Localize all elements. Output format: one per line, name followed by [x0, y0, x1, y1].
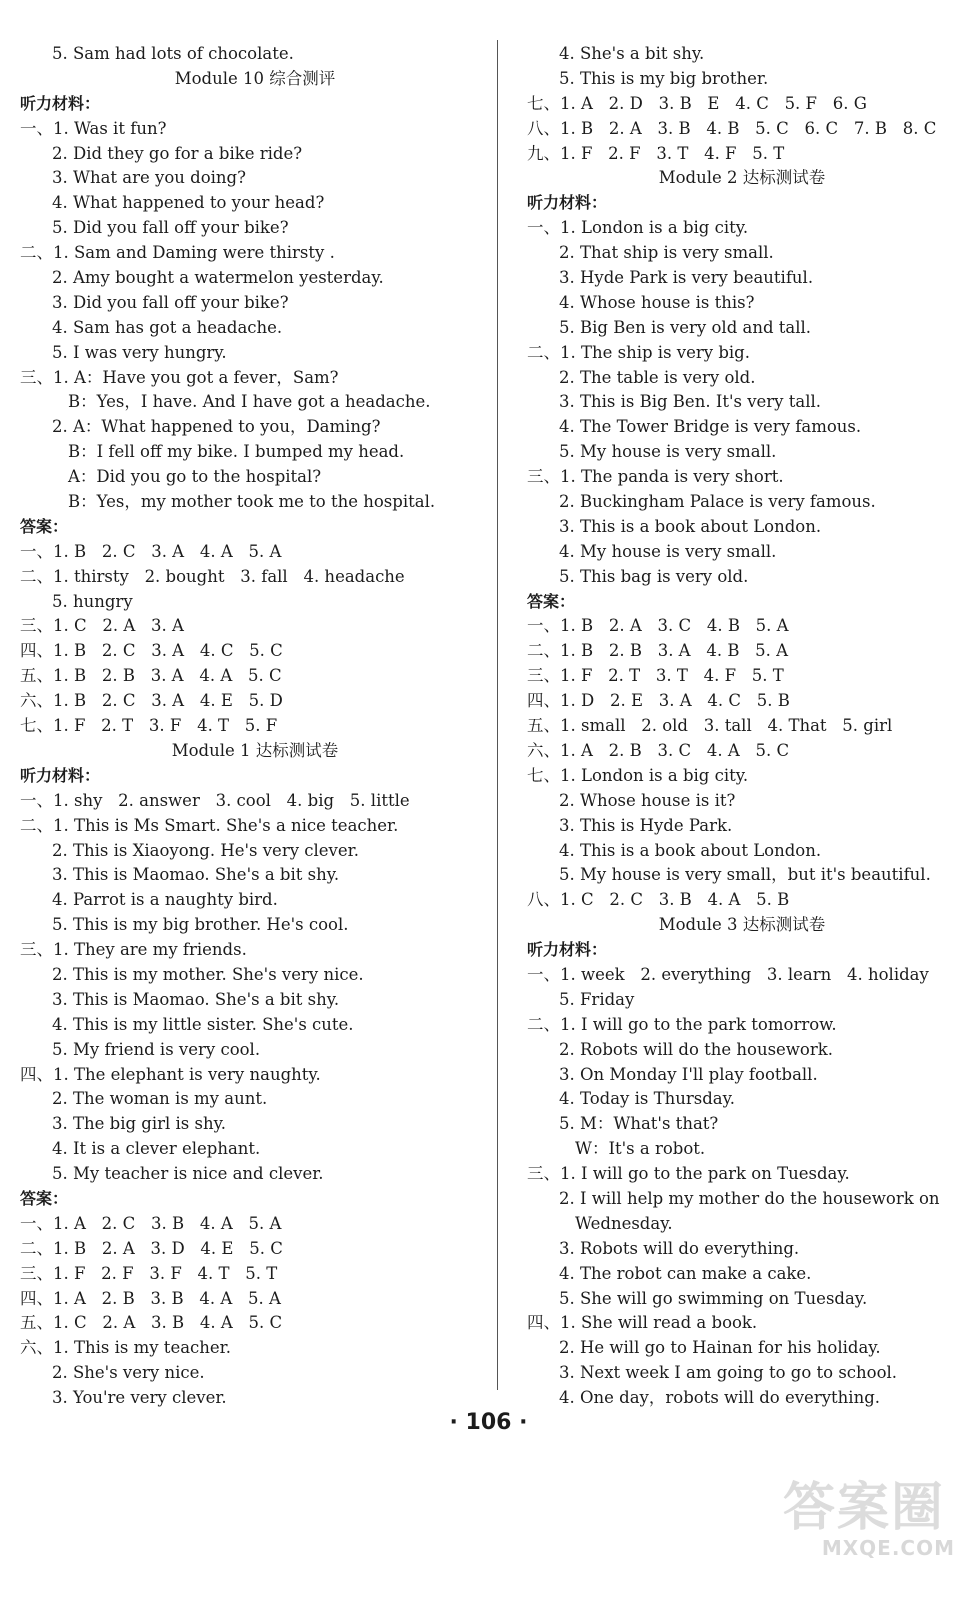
- column-divider: [497, 40, 498, 1390]
- text-line: 3. This is Hyde Park.: [559, 815, 733, 835]
- text-line: 五、1. B 2. B 3. A 4. A 5. C: [20, 666, 282, 686]
- text-line: 5. My house is very small，but it's beautiful.: [559, 865, 931, 885]
- text-line: 六、1. This is my teacher.: [20, 1338, 231, 1358]
- text-line: 3. Hyde Park is very beautiful.: [559, 268, 814, 288]
- text-line: 5. Big Ben is very old and tall.: [559, 317, 812, 337]
- text-line: 四、1. A 2. B 3. B 4. A 5. A: [20, 1288, 281, 1308]
- text-line: Wednesday.: [575, 1213, 673, 1233]
- text-line: 4. Whose house is this?: [559, 292, 755, 312]
- section-heading: 答案：: [20, 516, 69, 536]
- text-line: 5. Did you fall off your bike?: [52, 218, 289, 238]
- section-title: Module 1 达标测试卷: [171, 740, 339, 760]
- text-line: 2. Whose house is it?: [559, 790, 736, 810]
- text-line: 四、1. B 2. C 3. A 4. C 5. C: [20, 641, 283, 661]
- page-number: · 106 ·: [449, 1410, 528, 1435]
- text-line: 2. This is my mother. She's very nice.: [52, 964, 364, 984]
- section-heading: 答案：: [20, 1188, 69, 1208]
- text-line: 五、1. small 2. old 3. tall 4. That 5. girl: [527, 716, 893, 736]
- text-line: 2. A：What happened to you，Daming?: [52, 417, 381, 437]
- text-line: 三、1. C 2. A 3. A: [20, 616, 184, 636]
- text-line: 二、1. B 2. B 3. A 4. B 5. A: [527, 641, 789, 661]
- text-line: 二、1. The ship is very big.: [527, 342, 750, 362]
- text-line: 七、1. London is a big city.: [527, 765, 749, 785]
- section-heading: 听力材料：: [20, 765, 101, 785]
- text-line: 一、1. shy 2. answer 3. cool 4. big 5. little: [20, 790, 410, 810]
- text-line: 5. This is my big brother.: [559, 68, 769, 88]
- text-line: 二、1. This is Ms Smart. She's a nice teacher.: [20, 815, 399, 835]
- text-line: 5. My teacher is nice and clever.: [52, 1164, 324, 1184]
- text-line: 5. This bag is very old.: [559, 566, 749, 586]
- text-line: 2. She's very nice.: [52, 1363, 205, 1383]
- text-line: 三、1. F 2. T 3. T 4. F 5. T: [527, 666, 784, 686]
- text-line: 2. He will go to Hainan for his holiday.: [559, 1338, 881, 1358]
- text-line: 六、1. B 2. C 3. A 4. E 5. D: [20, 691, 283, 711]
- text-line: 八、1. C 2. C 3. B 4. A 5. B: [527, 890, 790, 910]
- text-line: 三、1. F 2. F 3. F 4. T 5. T: [20, 1263, 278, 1283]
- text-line: W：It's a robot.: [575, 1139, 706, 1159]
- text-line: 2. Robots will do the housework.: [559, 1039, 833, 1059]
- text-line: 5. I was very hungry.: [52, 342, 227, 362]
- text-line: 4. This is my little sister. She's cute.: [52, 1014, 354, 1034]
- text-line: 4. Parrot is a naughty bird.: [52, 890, 278, 910]
- text-line: 三、1. A：Have you got a fever，Sam?: [20, 367, 339, 387]
- text-line: 六、1. A 2. B 3. C 4. A 5. C: [527, 740, 790, 760]
- text-line: 三、1. I will go to the park on Tuesday.: [527, 1164, 850, 1184]
- section-title: Module 3 达标测试卷: [658, 915, 826, 935]
- text-line: 二、1. I will go to the park tomorrow.: [527, 1014, 837, 1034]
- text-line: 5. My house is very small.: [559, 442, 777, 462]
- text-line: 5. hungry: [52, 591, 133, 611]
- watermark-logo: [780, 1465, 955, 1560]
- text-line: 二、1. thirsty 2. bought 3. fall 4. headache: [20, 566, 405, 586]
- text-line: 八、1. B 2. A 3. B 4. B 5. C 6. C 7. B 8. C: [527, 118, 937, 138]
- text-line: 3. This is Maomao. She's a bit shy.: [52, 865, 340, 885]
- text-line: 3. This is a book about London.: [559, 516, 822, 536]
- text-line: 4. The robot can make a cake.: [559, 1263, 812, 1283]
- text-line: 2. This is Xiaoyong. He's very clever.: [52, 840, 359, 860]
- text-line: 一、1. B 2. C 3. A 4. A 5. A: [20, 541, 282, 561]
- left-column: [20, 42, 490, 1411]
- section-title: Module 2 达标测试卷: [658, 168, 826, 188]
- text-line: 2. That ship is very small.: [559, 243, 774, 263]
- text-line: 5. Sam had lots of chocolate.: [52, 44, 294, 63]
- text-line: 4. The Tower Bridge is very famous.: [559, 417, 862, 437]
- text-line: 四、1. D 2. E 3. A 4. C 5. B: [527, 691, 790, 711]
- text-line: 2. The table is very old.: [559, 367, 756, 387]
- text-line: 2. I will help my mother do the housework on: [559, 1188, 940, 1208]
- section-heading: 听力材料：: [20, 93, 101, 113]
- text-line: 四、1. She will read a book.: [527, 1313, 758, 1333]
- right-column: [527, 42, 957, 1411]
- text-line: 2. Did they go for a bike ride?: [52, 143, 303, 163]
- text-line: 五、1. C 2. A 3. B 4. A 5. C: [20, 1313, 283, 1333]
- watermark-site: MXQE.COM: [821, 1536, 955, 1560]
- text-line: 三、1. They are my friends.: [20, 940, 247, 960]
- text-line: 七、1. A 2. D 3. B E 4. C 5. F 6. G: [527, 93, 867, 113]
- text-line: 5. This is my big brother. He's cool.: [52, 915, 349, 935]
- text-line: 4. One day，robots will do everything.: [559, 1388, 881, 1408]
- text-line: 一、1. A 2. C 3. B 4. A 5. A: [20, 1213, 282, 1233]
- text-line: 3. The big girl is shy.: [52, 1114, 226, 1134]
- text-line: 4. It is a clever elephant.: [52, 1139, 261, 1159]
- text-line: 4. Sam has got a headache.: [52, 317, 283, 337]
- text-line: 3. You're very clever.: [52, 1388, 227, 1408]
- text-line: 4. What happened to your head?: [52, 193, 325, 213]
- text-line: 3. This is Big Ben. It's very tall.: [559, 392, 822, 412]
- text-line: 3. On Monday I'll play football.: [559, 1064, 818, 1084]
- text-line: 2. Amy bought a watermelon yesterday.: [52, 268, 384, 288]
- watermark-logo-text: 答案圈: [782, 1478, 945, 1538]
- section-heading: 听力材料：: [527, 940, 608, 960]
- text-line: 二、1. B 2. A 3. D 4. E 5. C: [20, 1238, 283, 1258]
- text-line: 2. Buckingham Palace is very famous.: [559, 492, 876, 512]
- text-line: B：Yes，my mother took me to the hospital.: [68, 492, 436, 512]
- text-line: 一、1. London is a big city.: [527, 218, 749, 238]
- text-line: 3. Robots will do everything.: [559, 1238, 800, 1258]
- text-line: 4. This is a book about London.: [559, 840, 822, 860]
- text-line: 4. Today is Thursday.: [559, 1089, 735, 1109]
- text-line: 4. My house is very small.: [559, 541, 777, 561]
- section-heading: 答案：: [527, 591, 576, 611]
- text-line: 九、1. F 2. F 3. T 4. F 5. T: [527, 143, 785, 163]
- text-line: 5. Friday: [559, 989, 635, 1009]
- text-line: 5. M：What's that?: [559, 1114, 719, 1134]
- text-line: 3. This is Maomao. She's a bit shy.: [52, 989, 340, 1009]
- section-title: Module 10 综合测评: [174, 68, 336, 88]
- text-line: B：Yes，I have. And I have got a headache.: [68, 392, 431, 412]
- text-line: 5. She will go swimming on Tuesday.: [559, 1288, 868, 1308]
- text-line: 三、1. The panda is very short.: [527, 467, 784, 487]
- text-line: 四、1. The elephant is very naughty.: [20, 1064, 321, 1084]
- text-line: B：I fell off my bike. I bumped my head.: [68, 442, 405, 462]
- text-line: 3. What are you doing?: [52, 168, 246, 188]
- text-line: 5. My friend is very cool.: [52, 1039, 261, 1059]
- text-line: 3. Next week I am going to go to school.: [559, 1363, 898, 1383]
- text-line: 二、1. Sam and Daming were thirsty .: [20, 243, 335, 263]
- text-line: 七、1. F 2. T 3. F 4. T 5. F: [20, 716, 278, 736]
- text-line: 3. Did you fall off your bike?: [52, 292, 289, 312]
- text-line: 2. The woman is my aunt.: [52, 1089, 268, 1109]
- text-line: 4. She's a bit shy.: [559, 44, 705, 63]
- text-line: 一、1. Was it fun?: [20, 118, 167, 138]
- section-heading: 听力材料：: [527, 193, 608, 213]
- text-line: A：Did you go to the hospital?: [68, 467, 322, 487]
- text-line: 一、1. B 2. A 3. C 4. B 5. A: [527, 616, 789, 636]
- text-line: 一、1. week 2. everything 3. learn 4. holiday: [527, 964, 929, 984]
